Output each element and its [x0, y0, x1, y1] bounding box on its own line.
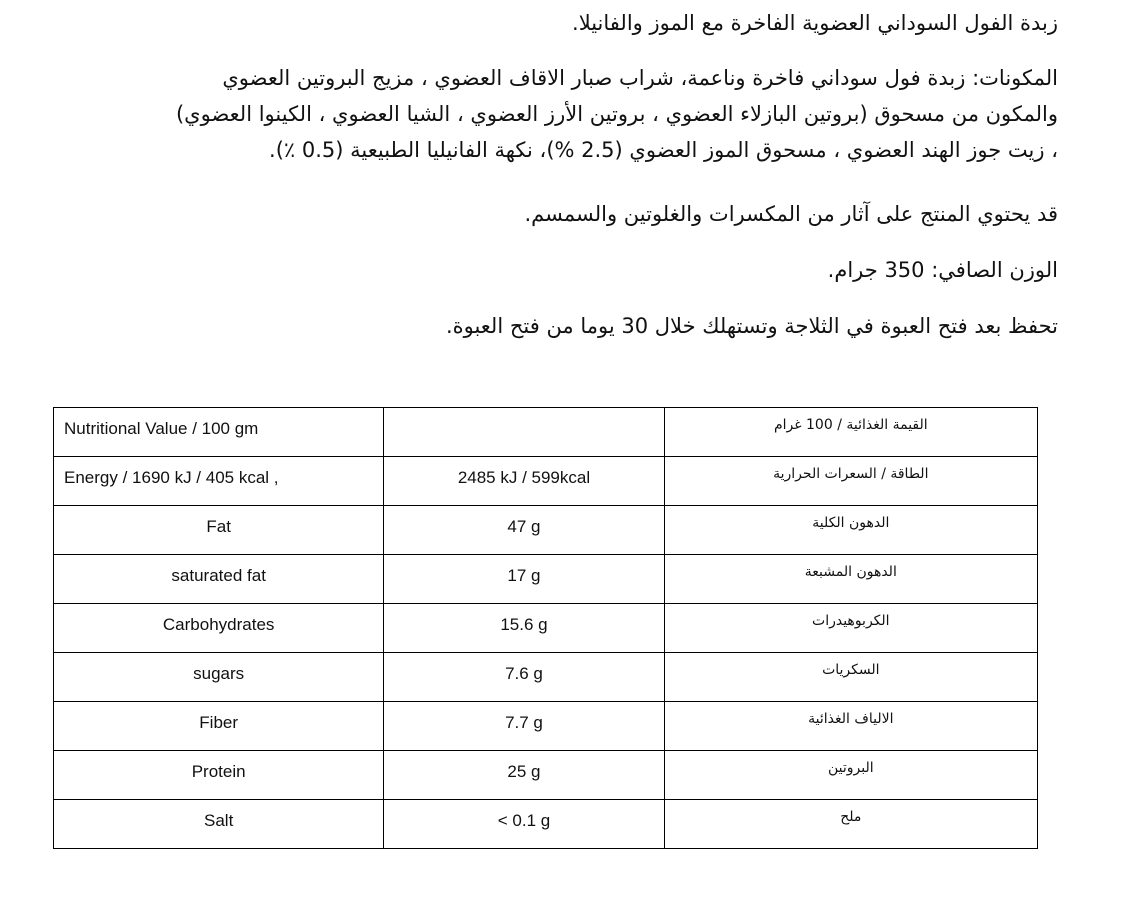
nutrient-label-en: sugars	[193, 664, 245, 683]
nutrient-value: 47 g	[507, 517, 541, 536]
table-cell-value	[384, 457, 664, 506]
nutrient-label-ar: الدهون المشبعة	[804, 564, 897, 580]
nutrient-label-ar: البروتين	[827, 760, 874, 776]
ingredients-line: والمكون من مسحوق (بروتين البازلاء العضوي ، بروتين الأرز العضوي ، الشيا العضوي ، الكينوا العضوي)	[175, 102, 1058, 126]
table-row	[54, 604, 1038, 653]
table-cell-arabic	[664, 800, 1037, 849]
table-cell-english	[54, 506, 384, 555]
nutrient-value: < 0.1 g	[497, 811, 551, 830]
table-row	[54, 800, 1038, 849]
nutrient-label-en: Protein	[191, 762, 246, 781]
table-row	[54, 702, 1038, 751]
table-row	[54, 555, 1038, 604]
ingredients-line: المكونات: زبدة فول سوداني فاخرة وناعمة، شراب صبار الاقاف العضوي ، مزيج البروتين العضوي	[222, 66, 1058, 90]
nutrient-label-ar: السكريات	[822, 662, 880, 678]
nutrient-label-ar: الكربوهيدرات	[812, 613, 890, 629]
ingredients-line: ، زيت جوز الهند العضوي ، مسحوق الموز العضوي (2.5 %)، نكهة الفانيليا الطبيعية (0.5 ٪).	[269, 138, 1058, 162]
nutrient-label-ar: الدهون الكلية	[812, 515, 890, 531]
table-cell-arabic	[664, 506, 1037, 555]
nutrient-label-en: Fiber	[199, 713, 239, 732]
nutrient-label-en: Nutritional Value / 100 gm	[64, 419, 259, 438]
table-cell-arabic	[664, 457, 1037, 506]
table-cell-arabic	[664, 604, 1037, 653]
table-cell-english	[54, 751, 384, 800]
table-row	[54, 751, 1038, 800]
table-cell-value	[384, 555, 664, 604]
table-cell-value	[384, 506, 664, 555]
table-cell-value	[384, 751, 664, 800]
table-row	[54, 506, 1038, 555]
table-cell-arabic	[664, 751, 1037, 800]
nutrient-label-en: Carbohydrates	[162, 615, 275, 634]
table-cell-arabic	[664, 408, 1037, 457]
table-cell-english	[54, 653, 384, 702]
table-row	[54, 457, 1038, 506]
table-row	[54, 653, 1038, 702]
table-cell-value	[384, 653, 664, 702]
nutrient-label-en: saturated fat	[171, 566, 266, 585]
table-cell-arabic	[664, 555, 1037, 604]
table-cell-value	[384, 800, 664, 849]
nutrient-label-en: Energy / 1690 kJ / 405 kcal ,	[64, 468, 279, 487]
table-cell-english	[54, 555, 384, 604]
table-cell-arabic	[664, 702, 1037, 751]
nutrient-label-ar: القيمة الغذائية / 100 غرام	[773, 417, 928, 433]
table-cell-arabic	[664, 653, 1037, 702]
nutrient-value: 15.6 g	[500, 615, 548, 634]
nutrient-label-en: Fat	[206, 517, 231, 536]
nutrient-value: 25 g	[507, 762, 541, 781]
table-cell-value	[384, 408, 664, 457]
table-cell-english	[54, 702, 384, 751]
table-cell-english	[54, 800, 384, 849]
table-cell-english	[54, 457, 384, 506]
nutrient-value: 2485 kJ / 599kcal	[457, 468, 591, 487]
net-weight: الوزن الصافي: 350 جرام.	[827, 258, 1058, 282]
nutrition-table	[53, 407, 1038, 849]
nutrient-value: 7.6 g	[505, 664, 543, 683]
allergen-warning: قد يحتوي المنتج على آثار من المكسرات والغلوتين والسمسم.	[524, 202, 1058, 226]
table-row	[54, 408, 1038, 457]
nutrient-label-en: Salt	[204, 811, 234, 830]
nutrient-label-ar: ملح	[840, 809, 862, 825]
nutrient-value: 17 g	[507, 566, 541, 585]
storage-instructions: تحفظ بعد فتح العبوة في الثلاجة وتستهلك خلال 30 يوما من فتح العبوة.	[445, 314, 1058, 338]
nutrient-label-ar: الالياف الغذائية	[808, 711, 894, 727]
product-title: زبدة الفول السوداني العضوية الفاخرة مع الموز والفانيلا.	[572, 11, 1058, 35]
ingredients-paragraph	[40, 60, 1058, 168]
table-cell-value	[384, 604, 664, 653]
nutrient-value: 7.7 g	[505, 713, 543, 732]
nutrient-value	[384, 408, 663, 419]
table-cell-english	[54, 604, 384, 653]
nutrient-label-ar: الطاقة / السعرات الحرارية	[773, 466, 929, 482]
table-cell-value	[384, 702, 664, 751]
table-cell-english	[54, 408, 384, 457]
